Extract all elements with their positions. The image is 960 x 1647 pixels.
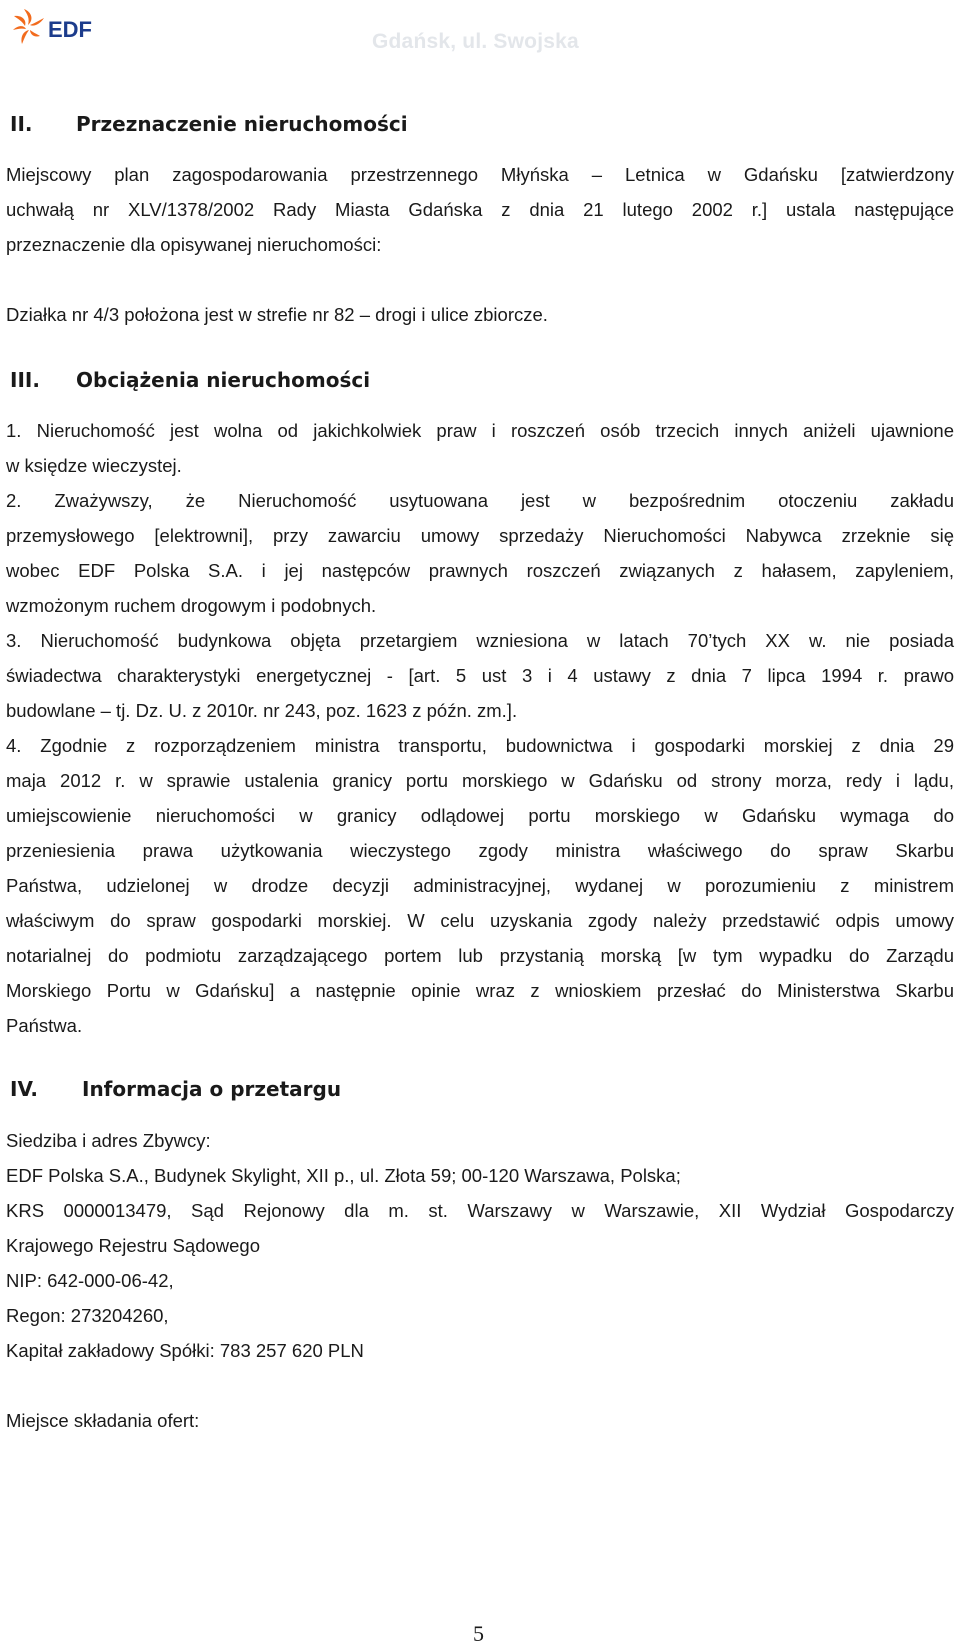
text-line: budowlane – tj. Dz. U. z 2010r. nr 243, poz. 1623 z późn. zm.]. [6, 700, 518, 721]
seller-seat-label: Siedziba i adres Zbywcy: [6, 1130, 211, 1151]
text-line: Państwa. [6, 1015, 83, 1036]
text-line: wobec EDF Polska S.A. i jej następców prawnych roszczeń związanych z hałasem, zapyleniem, [6, 560, 954, 581]
capital-line: Kapitał zakładowy Spółki: 783 257 620 PLN [6, 1340, 364, 1361]
text-line: 2. Zważywszy, że Nieruchomość usytuowana jest w bezpośrednim otoczeniu zakładu [6, 490, 954, 511]
text-line: uchwałą nr XLV/1378/2002 Rady Miasta Gdańska z dnia 21 lutego 2002 r.] ustala następujące [6, 199, 954, 220]
running-header: Gdańsk, ul. Swojska [372, 30, 579, 53]
text-line: 3. Nieruchomość budynkowa objęta przetargiem wzniesiona w latach 70’tych XX w. nie posiada [6, 630, 954, 651]
section-number: IV. [10, 1077, 38, 1101]
text-line: Morskiego Portu w Gdańsku] a następnie opinie wraz z wnioskiem przesłać do Ministerstwa Skarbu [6, 980, 954, 1001]
text-line: Miejscowy plan zagospodarowania przestrzennego Młyńska – Letnica w Gdańsku [zatwierdzony [6, 164, 954, 185]
section-title: Informacja o przetargu [82, 1077, 342, 1101]
text-line: przeniesienia prawa użytkowania wieczystego zgody ministra właściwego do spraw Skarbu [6, 840, 954, 861]
text-line: umiejscowienie nieruchomości w granicy odlądowej portu morskiego w Gdańsku wymaga do [6, 805, 954, 826]
text-line: świadectwa charakterystyki energetycznej - [art. 5 ust 3 i 4 ustawy z dnia 7 lipca 1994 r. prawo [6, 665, 954, 686]
text-line: 4. Zgodnie z rozporządzeniem ministra transportu, budownictwa i gospodarki morskiej z dnia 29 [6, 735, 954, 756]
text-line: Państwa, udzielonej w drodze decyzji administracyjnej, wydanej w porozumieniu z ministrem [6, 875, 954, 896]
text-line: 1. Nieruchomość jest wolna od jakichkolwiek praw i roszczeń osób trzecich innych aniżeli ujawnione [6, 420, 954, 441]
text-line: w księdze wieczystej. [6, 455, 182, 476]
section-number: II. [10, 112, 33, 136]
section-title: Obciążenia nieruchomości [76, 368, 371, 392]
text-line: maja 2012 r. w sprawie ustalenia granicy portu morskiego w Gdańsku od strony morza, redy i lądu, [6, 770, 954, 791]
text-line: Działka nr 4/3 położona jest w strefie nr 82 – drogi i ulice zbiorcze. [6, 304, 548, 325]
section-title: Przeznaczenie nieruchomości [76, 112, 408, 136]
text-line: przeznaczenie dla opisywanej nieruchomości: [6, 234, 382, 255]
edf-logo-icon [10, 6, 120, 48]
text-line: wzmożonym ruchem drogowym i podobnych. [6, 595, 377, 616]
seller-address: EDF Polska S.A., Budynek Skylight, XII p., ul. Złota 59; 00-120 Warszawa, Polska; [6, 1165, 681, 1186]
section-number: III. [10, 368, 40, 392]
edf-logo [10, 6, 120, 48]
krs-line: KRS 0000013479, Sąd Rejonowy dla m. st. Warszawy w Warszawie, XII Wydział Gospodarczy [6, 1200, 954, 1221]
text-line: przemysłowego [elektrowni], przy zawarciu umowy sprzedaży Nieruchomości Nabywca zrzeknie się [6, 525, 954, 546]
krs-line: Krajowego Rejestru Sądowego [6, 1235, 261, 1256]
page-number: 5 [473, 1621, 484, 1646]
svg-text:EDF: EDF [48, 17, 92, 42]
text-line: notarialnej do podmiotu zarządzającego portem lub przystanią morską [w tym wypadku do Zarządu [6, 945, 954, 966]
regon-line: Regon: 273204260, [6, 1305, 169, 1326]
nip-line: NIP: 642-000-06-42, [6, 1270, 174, 1291]
offers-place-label: Miejsce składania ofert: [6, 1410, 200, 1431]
text-line: właściwym do spraw gospodarki morskiej. W celu uzyskania zgody należy przedstawić odpis umowy [6, 910, 954, 931]
